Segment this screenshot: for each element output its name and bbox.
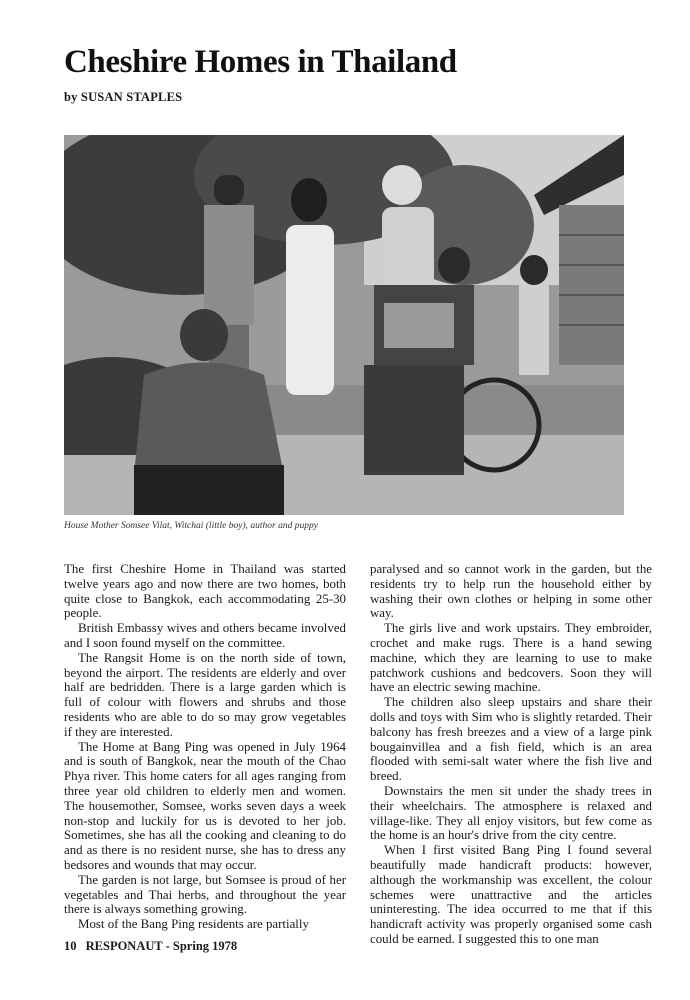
paragraph: The garden is not large, but Somsee is proud of her vegetables and Thai herbs, and throughout the year there is always something growing.: [64, 872, 346, 917]
paragraph: The first Cheshire Home in Thailand was started twelve years ago and now there are two homes, both quite close to Bangkok, each accommodating 25-30 people.: [64, 562, 346, 621]
article-photo: [64, 135, 624, 515]
page-number: 10: [64, 939, 77, 953]
paragraph: Most of the Bang Ping residents are partially: [78, 917, 309, 932]
paragraph: The Home at Bang Ping was opened in July 1964 and is south of Bangkok, near the mouth of the Chao Phya river. This home caters for all ages ranging from three year old children to elderly men and women. The housemother, Somsee, works seven days a week non-stop and luckily for us is devoted to her job. Sometimes, she has all the cooking and cleaning to do and as there is no resident nurse, she has to dress any bedsores and wounds that may occur.: [64, 739, 346, 872]
paragraph: The Rangsit Home is on the north side of town, beyond the airport. The residents are elderly and over half are bedridden. There is a large garden which is full of colour with flowers and shrubs and those residents who are able to do so may grow vegetables if they are interested.: [64, 650, 346, 739]
page-footer: [64, 939, 237, 954]
article-byline: by SUSAN STAPLES: [64, 90, 183, 104]
publication-line: RESPONAUT - Spring 1978: [85, 939, 238, 953]
article-title: Cheshire Homes in Thailand: [64, 44, 457, 80]
paragraph: The girls live and work upstairs. They embroider, crochet and make rugs. There is a hand sewing machine, which they are learning to use to make patchwork cushions and bedcovers. Soon they will have an electric sewing machine.: [370, 621, 652, 695]
paragraph: The children also sleep upstairs and share their dolls and toys with Sim who is slightly retarded. Their balcony has fresh breezes and a view of a large pink bougainvillea and a fish field, which is an area flooded with semi-salt water where the fish live and breed.: [370, 695, 652, 784]
paragraph: paralysed and so cannot work in the garden, but the residents try to help run the household either by washing their own clothes or helping in some other way.: [370, 562, 652, 621]
left-column: [64, 562, 346, 932]
paragraph: British Embassy wives and others became involved and I soon found myself on the committee.: [64, 621, 346, 650]
right-column: [370, 562, 652, 947]
paragraph: When I first visited Bang Ping I found several beautifully made handicraft products: however, although the workmanship was excellent, the colour schemes were unattractive and the articles uninteresting. The idea occurred to me that if this handicraft activity was properly organised some cash could be earned. I suggested this to one man: [370, 843, 652, 946]
photo-caption: House Mother Somsee Vilat, Witchai (little boy), author and puppy: [64, 521, 318, 531]
paragraph: Downstairs the men sit under the shady trees in their wheelchairs. The atmosphere is relaxed and village-like. They all enjoy visitors, but few come as the home is an hour's drive from the city centre.: [370, 783, 652, 843]
